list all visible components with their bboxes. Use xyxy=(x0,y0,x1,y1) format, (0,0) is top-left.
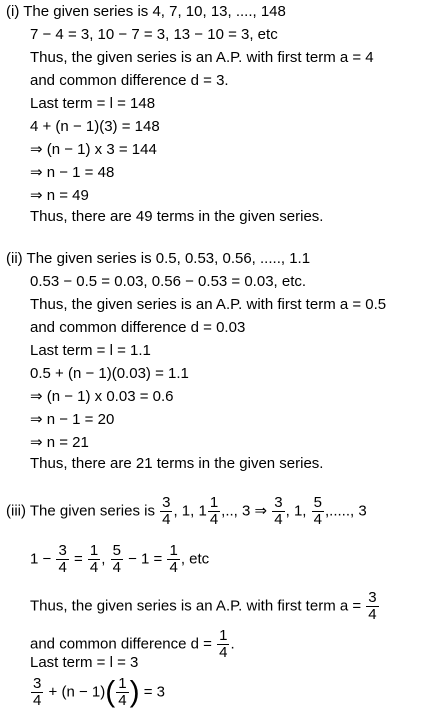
fraction-3-4: $\frac{3}{4}$ xyxy=(33,675,42,709)
fraction-5-4: $\frac{5}{4}$ xyxy=(112,542,121,576)
part2-series: (ii) The given series is 0.5, 0.53, 0.56, ....., 1.1 xyxy=(6,250,311,267)
part3-conclusion-ap: Thus, the given series is an A.P. with first term a = $\frac{3}{4}$ xyxy=(30,589,377,623)
fraction-3-4: $\frac{3}{4}$ xyxy=(162,494,171,528)
part3-last-term: Last term = l = 3 xyxy=(30,654,139,671)
part1-common-difference: and common difference d = 3. xyxy=(30,72,229,89)
part2-common-difference: and common difference d = 0.03 xyxy=(30,319,246,336)
part2-step2: ⇒ n − 1 = 20 xyxy=(30,411,115,428)
part1-step1: ⇒ (n − 1) x 3 = 144 xyxy=(30,141,157,158)
part3-common-difference: and common difference d = $\frac{1}{4}$ . xyxy=(30,627,235,661)
part2-conclusion-ap: Thus, the given series is an A.P. with first term a = 0.5 xyxy=(30,296,387,313)
part1-differences: 7 − 4 = 3, 10 − 7 = 3, 13 − 10 = 3, etc xyxy=(30,26,278,43)
fraction-3-4: $\frac{3}{4}$ xyxy=(58,542,67,576)
part3-series: (iii) The given series is $\frac{3}{4}$ , 1, 1 $\frac{1}{4}$ ,.., 3 ⇒ $\frac{3}{4}$ , 1, $\frac{5}{4}$ ,....., 3 xyxy=(6,494,367,528)
part2-last-term: Last term = l = 1.1 xyxy=(30,342,151,359)
part3-intro: (iii) The given series is xyxy=(6,502,155,520)
part2-final: Thus, there are 21 terms in the given series. xyxy=(30,455,324,472)
part1-step2: ⇒ n − 1 = 48 xyxy=(30,164,115,181)
part1-series: (i) The given series is 4, 7, 10, 13, ...., 148 xyxy=(6,3,286,20)
part1-step3: ⇒ n = 49 xyxy=(30,187,89,204)
fraction-3-4: $\frac{3}{4}$ xyxy=(274,494,283,528)
part1-equation: 4 + (n − 1)(3) = 148 xyxy=(30,118,160,135)
part2-differences: 0.53 − 0.5 = 0.03, 0.56 − 0.53 = 0.03, etc. xyxy=(30,273,307,290)
fraction-1-4: $\frac{1}{4}$ xyxy=(118,675,127,709)
part3-equation: $\frac{3}{4}$ + (n − 1)( $\frac{1}{4}$ ) = 3 xyxy=(33,675,166,709)
part1-last-term: Last term = l = 148 xyxy=(30,95,156,112)
fraction-1-4: $\frac{1}{4}$ xyxy=(169,542,178,576)
fraction-3-4: $\frac{3}{4}$ xyxy=(368,589,377,623)
part1-final: Thus, there are 49 terms in the given series. xyxy=(30,208,324,225)
part3-differences: 1 − $\frac{3}{4}$ = $\frac{1}{4}$ , $\frac{5}{4}$ − 1 = $\frac{1}{4}$ , etc xyxy=(30,542,210,576)
fraction-5-4: $\frac{5}{4}$ xyxy=(313,494,322,528)
part2-equation: 0.5 + (n − 1)(0.03) = 1.1 xyxy=(30,365,189,382)
fraction-1-4: $\frac{1}{4}$ xyxy=(219,627,228,661)
part2-step1: ⇒ (n − 1) x 0.03 = 0.6 xyxy=(30,388,174,405)
fraction-1-4: $\frac{1}{4}$ xyxy=(209,494,219,528)
part1-conclusion-ap: Thus, the given series is an A.P. with first term a = 4 xyxy=(30,49,374,66)
fraction-1-4: $\frac{1}{4}$ xyxy=(89,542,99,576)
part2-step3: ⇒ n = 21 xyxy=(30,434,89,451)
